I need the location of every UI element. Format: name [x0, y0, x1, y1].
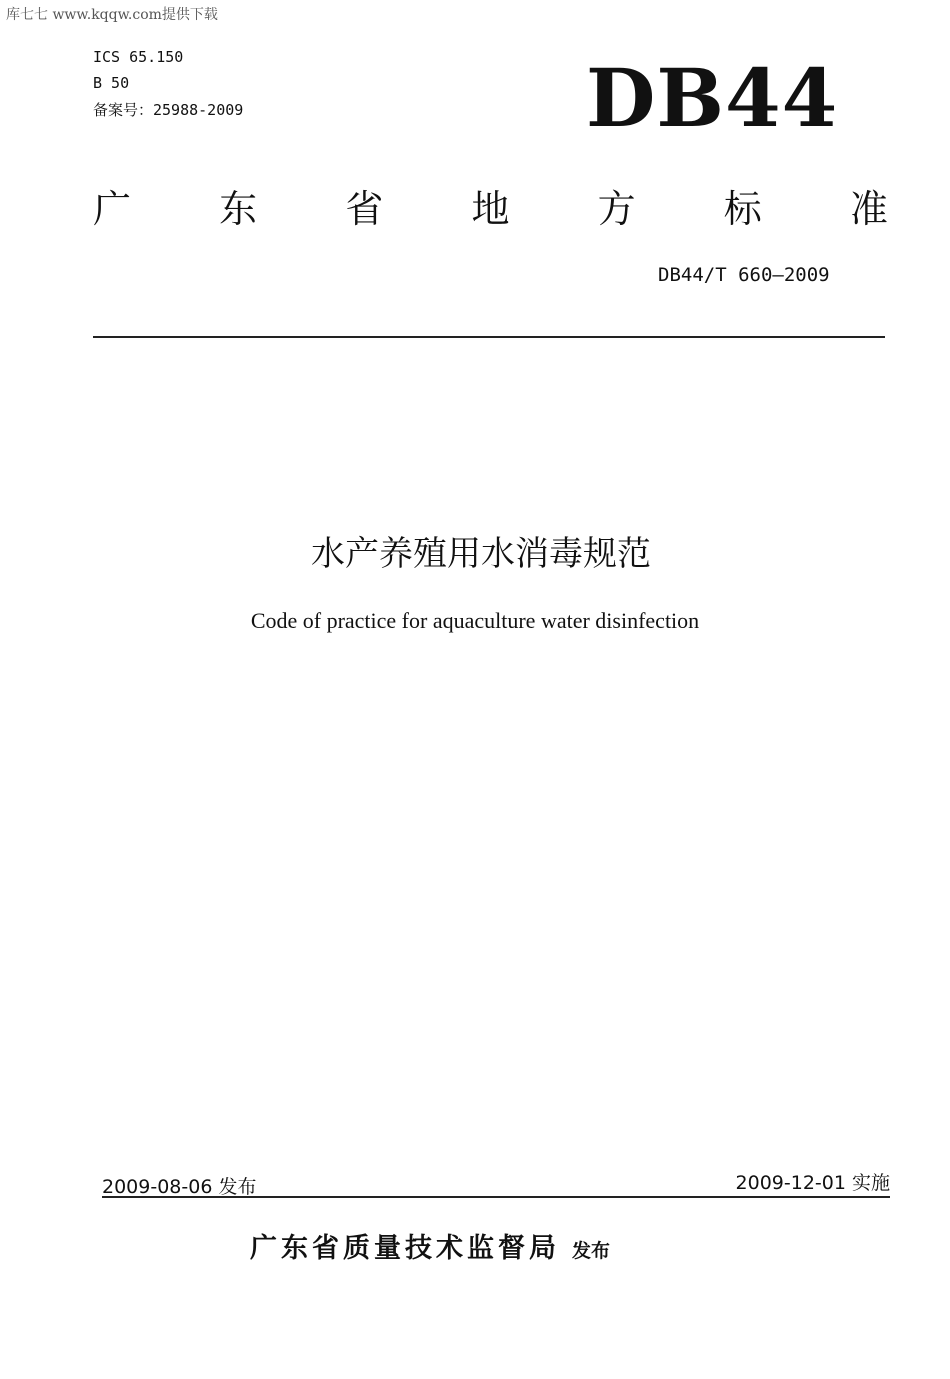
standard-type-char: 省 — [345, 187, 384, 231]
standard-logo: DB44 — [586, 51, 839, 145]
document-title-english: Code of practice for aquaculture water disinfection — [250, 608, 700, 633]
document-title-chinese: 水产养殖用水消毒规范 — [311, 534, 651, 574]
standard-type-char: 准 — [849, 187, 888, 231]
classification-code: B 50 — [93, 74, 130, 92]
publisher-line — [250, 1226, 610, 1265]
record-number: 备案号：25988-2009 — [93, 101, 244, 119]
standard-type-char: 广 — [93, 187, 132, 231]
publisher-name: 广东省质量技术监督局 — [250, 1233, 560, 1264]
top-divider — [93, 336, 885, 338]
standard-type-heading — [93, 178, 888, 233]
implementation-date: 2009-12-01 实施 — [735, 1172, 890, 1194]
standard-type-char: 地 — [471, 187, 510, 231]
watermark-text: 库七七 www.kqqw.com提供下载 — [6, 7, 218, 23]
ics-code: ICS 65.150 — [93, 48, 184, 66]
bottom-divider — [102, 1196, 890, 1198]
standard-type-char: 东 — [219, 187, 258, 231]
standard-type-char: 标 — [723, 187, 762, 231]
standard-number: DB44/T 660—2009 — [658, 264, 830, 286]
issue-date: 2009-08-06 发布 — [102, 1176, 257, 1198]
standard-type-char: 方 — [597, 187, 636, 231]
publisher-suffix: 发布 — [572, 1240, 611, 1262]
